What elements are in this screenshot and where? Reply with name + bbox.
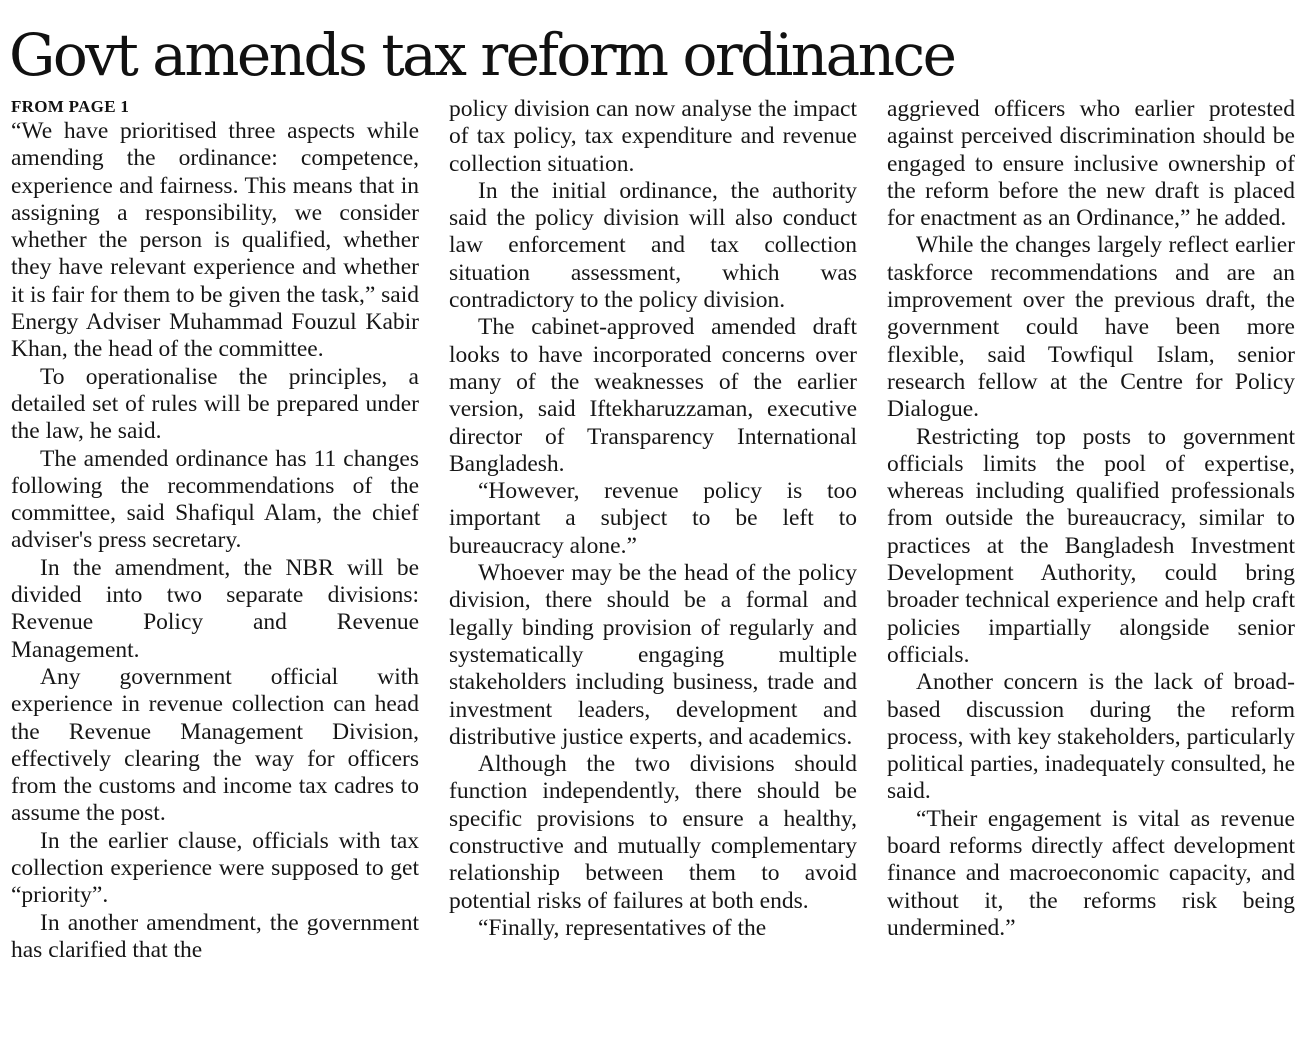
article-paragraph: policy division can now analyse the impact of tax policy, tax expenditure and revenue collection situation. xyxy=(449,96,857,177)
article-paragraph: “Finally, representatives of the xyxy=(478,914,767,941)
article-paragraph: “Their engagement is vital as revenue board reforms directly affect development finance and macroeconomic capacity, and without it, the reforms risk being undermined.” xyxy=(887,805,1295,941)
article-paragraph: To operationalise the principles, a detailed set of rules will be prepared under the law, he said. xyxy=(11,363,419,445)
article-paragraph: In the initial ordinance, the authority said the policy division will also conduct law enforcement and tax collection situation assessment, which was contradictory to the policy division. xyxy=(449,177,857,314)
article-paragraph: aggrieved officers who earlier protested against perceived discrimination should be engaged to ensure inclusive ownership of the reform before the new draft is placed for enactment as an Ordinance,” he added. xyxy=(887,96,1295,232)
article-paragraph: While the changes largely reflect earlier taskforce recommendations and are an improvement over the previous draft, the government could have been more flexible, said Towfiqul Islam, senior research fellow at the Centre for Policy Dialogue. xyxy=(887,232,1295,423)
article-paragraph: In another amendment, the government has clarified that the xyxy=(11,909,419,963)
article-paragraph: Another concern is the lack of broad-based discussion during the reform process, with key stakeholders, particularly political parties, inadequately consulted, he said. xyxy=(887,669,1295,805)
article-paragraph: Any government official with experience in revenue collection can head the Revenue Management Division, effectively clearing the way for officers from the customs and income tax cadres to assume the post. xyxy=(11,663,419,827)
article-paragraph: “We have prioritised three aspects while amending the ordinance: competence, experience and fairness. This means that in assigning a responsibility, we consider whether the person is qualified, whether they have relevant experience and whether it is fair for them to be given the task,” said Energy Adviser Muhammad Fouzul Kabir Khan, the head of the committee. xyxy=(11,118,419,363)
article-paragraph: Whoever may be the head of the policy division, there should be a formal and legally binding provision of regularly and systematically engaging multiple stakeholders including business, trade and investment leaders, development and distributive justice experts, and academics. xyxy=(449,560,857,750)
article-column-3 xyxy=(887,96,1295,942)
article-column-1 xyxy=(11,96,419,964)
article-column-2 xyxy=(449,96,857,942)
article-paragraph: In the earlier clause, officials with tax collection experience were supposed to get “priority”. xyxy=(11,827,419,909)
article-paragraph: Although the two divisions should function independently, there should be specific provisions to ensure a healthy, constructive and mutually complementary relationship between them to avoid potential risks of failures at both ends. xyxy=(449,751,857,914)
article-paragraph: In the amendment, the NBR will be divided into two separate divisions: Revenue Policy and Revenue Management. xyxy=(11,554,419,663)
jump-kicker: FROM PAGE 1 xyxy=(11,97,130,116)
article-paragraph: The cabinet-approved amended draft looks to have incorporated concerns over many of the weaknesses of the earlier version, said Iftekharuzzaman, executive director of Transparency International Bangladesh. xyxy=(449,314,857,477)
headline: Govt amends tax reform ordinance xyxy=(9,21,955,89)
article-paragraph: Restricting top posts to government officials limits the pool of expertise, whereas including qualified professionals from outside the bureaucracy, similar to practices at the Bangladesh Investment Development Authority, could bring broader technical experience and help craft policies impartially alongside senior officials. xyxy=(887,423,1295,668)
article-paragraph: “However, revenue policy is too important a subject to be left to bureaucracy alone.” xyxy=(449,478,857,559)
article-paragraph: The amended ordinance has 11 changes following the recommendations of the committee, said Shafiqul Alam, the chief adviser's press secretary. xyxy=(11,445,419,554)
